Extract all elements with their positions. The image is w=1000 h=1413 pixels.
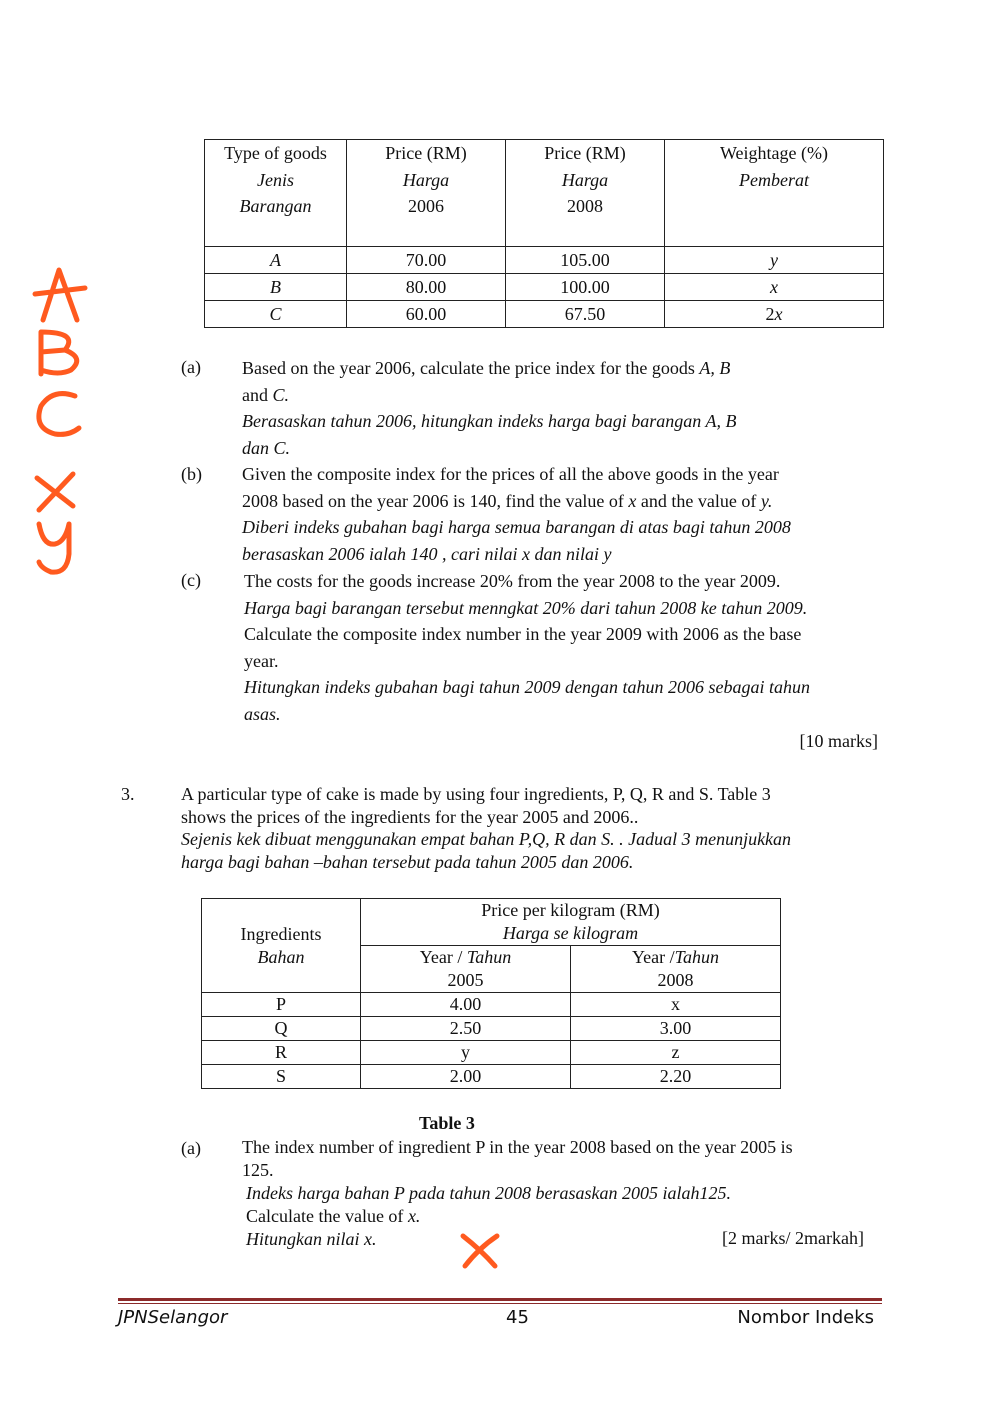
price-2008-cell: 67.50 [506, 301, 665, 328]
part-c-text: The costs for the goods increase 20% from the year 2008 to the year 2009. Harga bagi barangan tersebut menngkat 20% dari tahun 2008 ke tahun 2009. Calculate the composite index number in the year 2009 with 2006 as the base year. Hitungkan indeks gubahan bagi tahun 2009 dengan tahun 2006 sebagai tahun asas. [244, 571, 810, 724]
handwritten-A [35, 270, 85, 320]
goods-cell: A [205, 247, 347, 274]
price-2008-cell: 2.20 [571, 1065, 781, 1089]
goods-cell: C [205, 301, 347, 328]
price-2006-cell: 80.00 [347, 274, 506, 301]
col-header-type-of-goods: Type of goods Jenis Barangan [205, 140, 347, 247]
price-2008-cell: 3.00 [571, 1017, 781, 1041]
footer-rule [118, 1298, 882, 1301]
question-3-text: A particular type of cake is made by using four ingredients, P, Q, R and S. Table 3 shows the prices of the ingredients for the year 2005 and 2006.. Sejenis kek dibuat menggunakan empat bahan P,Q, R dan S. . Jadual 3 menunjukkan harga bagi bahan –bahan tersebut pada tahun 2005 dan 2006. [181, 784, 792, 872]
part-a-label: (a) [181, 357, 201, 377]
handwritten-y [39, 524, 69, 572]
price-2008-cell: z [571, 1041, 781, 1065]
col-header-price-per-kg: Price per kilogram (RM) Harga se kilogram [361, 899, 781, 946]
footer-title: Nombor Indeks [737, 1307, 874, 1328]
col-header-price-2008: Price (RM) Harga 2008 [506, 140, 665, 247]
part-b-text: Given the composite index for the prices of all the above goods in the year 2008 based on the year 2006 is 140, find the value of x and the value of y. Diberi indeks gubahan bagi harga semua barangan di atas bagi tahun 2008 berasaskan 2006 ialah 140 , cari nilai x dan nilai y [242, 464, 791, 564]
handwritten-x-mark [455, 1228, 507, 1272]
footer-rule-thin [118, 1303, 882, 1304]
part-a-text: Based on the year 2006, calculate the price index for the goods A, B and C. Berasaskan tahun 2006, hitungkan indeks harga bagi barangan A, B dan C. [242, 358, 737, 458]
table-row [202, 1041, 781, 1065]
price-2008-cell: 105.00 [506, 247, 665, 274]
price-2006-cell: 60.00 [347, 301, 506, 328]
question-number: 3. [121, 784, 135, 804]
ingredients-price-table [201, 898, 781, 1089]
price-2006-cell: 70.00 [347, 247, 506, 274]
ingredient-cell: S [202, 1065, 361, 1089]
price-2005-cell: 4.00 [361, 993, 571, 1017]
ingredient-cell: R [202, 1041, 361, 1065]
table-row [202, 1017, 781, 1041]
goods-price-table [204, 139, 884, 328]
ingredient-cell: Q [202, 1017, 361, 1041]
handwritten-B [41, 332, 77, 374]
q3-marks-label: [2 marks/ 2markah] [722, 1228, 864, 1248]
table-row [205, 301, 884, 328]
price-2008-cell: 100.00 [506, 274, 665, 301]
table-row [205, 274, 884, 301]
price-2005-cell: y [361, 1041, 571, 1065]
page-number: 45 [506, 1307, 529, 1328]
handwritten-x [37, 474, 73, 510]
part-c-label: (c) [181, 570, 201, 590]
q3-part-a-label: (a) [181, 1138, 201, 1158]
goods-cell: B [205, 274, 347, 301]
col-header-year-2008: Year /Tahun 2008 [571, 946, 781, 993]
price-2005-cell: 2.50 [361, 1017, 571, 1041]
price-2005-cell: 2.00 [361, 1065, 571, 1089]
handwritten-C [39, 394, 79, 435]
table-row [202, 993, 781, 1017]
price-2008-cell: x [571, 993, 781, 1017]
col-header-weightage: Weightage (%) Pemberat [665, 140, 884, 247]
weightage-cell: 2x [665, 301, 884, 328]
handwritten-letters [25, 262, 100, 580]
table-row [205, 247, 884, 274]
ingredient-cell: P [202, 993, 361, 1017]
col-header-ingredients: Ingredients Bahan [202, 899, 361, 993]
col-header-price-2006: Price (RM) Harga 2006 [347, 140, 506, 247]
table-caption: Table 3 [419, 1113, 475, 1133]
q3-part-a-text: The index number of ingredient P in the year 2008 based on the year 2005 is 125. Indeks harga bahan P pada tahun 2008 berasaskan 2005 ialah125. Calculate the value of x. Hitungkan nilai x. [242, 1137, 793, 1249]
weightage-cell: y [665, 247, 884, 274]
part-b-label: (b) [181, 464, 202, 484]
marks-label: [10 marks] [799, 731, 878, 751]
weightage-cell: x [665, 274, 884, 301]
col-header-year-2005: Year / Tahun 2005 [361, 946, 571, 993]
footer-org: JPNSelangor [118, 1307, 228, 1328]
table-row [202, 1065, 781, 1089]
